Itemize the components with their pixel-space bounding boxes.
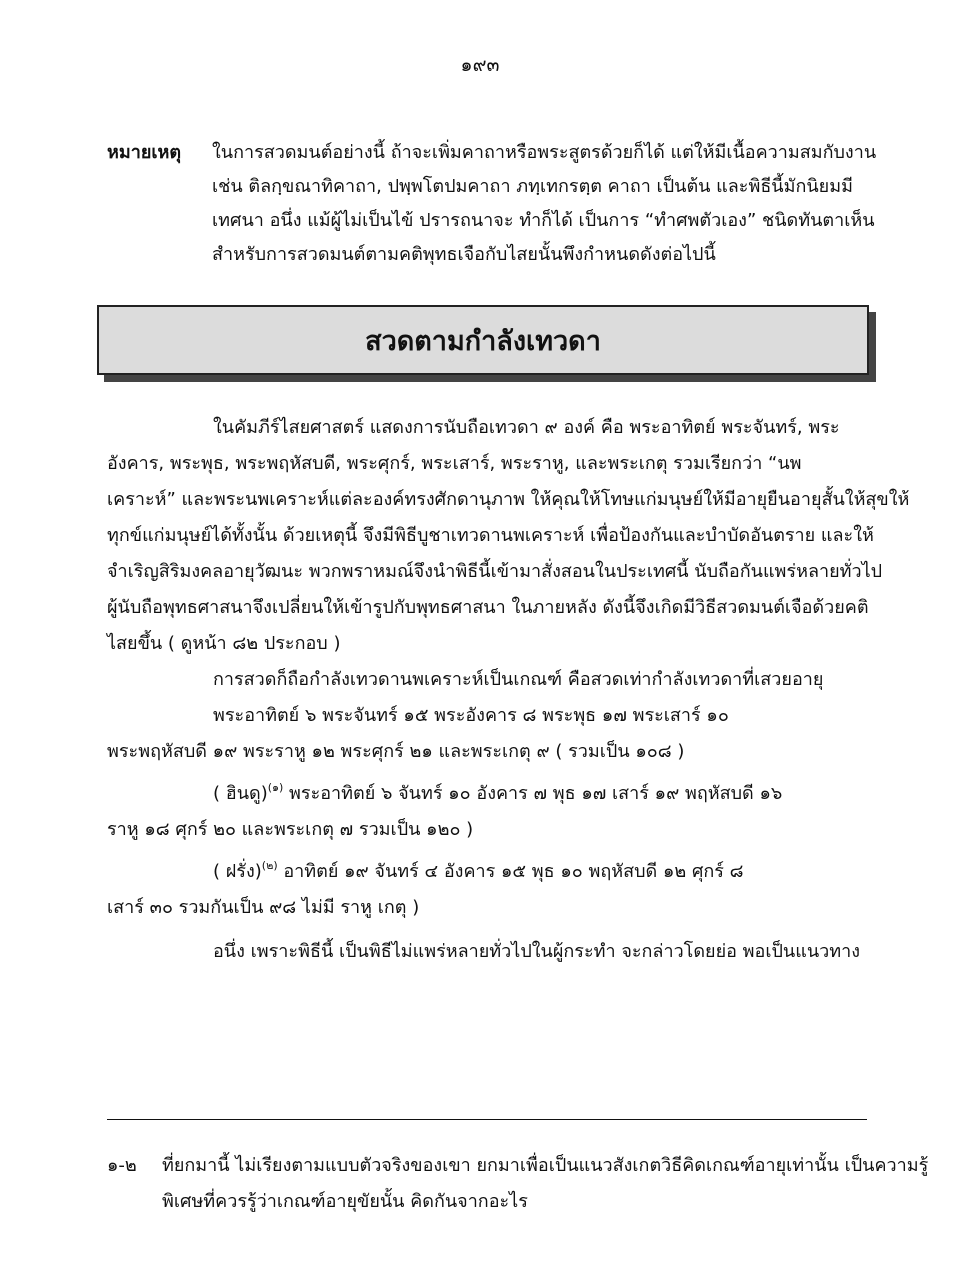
body-line: ไสยขึ้น ( ดูหน้า ๘๒ ประกอบ ) (107, 633, 341, 654)
body-line: เคราะห์” และพระนพเคราะห์แต่ละองค์ทรงศักดานุภาพ ให้คุณให้โทษแก่มนุษย์ให้มีอายุยืนอายุสั้นให้สุขให้ (107, 489, 910, 510)
note-label: หมายเหตุ (107, 142, 182, 163)
body-line: จำเริญสิริมงคลอายุวัฒนะ พวกพราหมณ์จึงนำพิธีนี้เข้ามาสั่งสอนในประเทศนี้ นับถือกันแพร่หลายทั่วไป (107, 561, 883, 582)
body-line: เสาร์ ๓๐ รวมกันเป็น ๙๘ ไม่มี ราหู เกตุ ) (107, 897, 420, 918)
body-line: อนึ่ง เพราะพิธีนี้ เป็นพิธีไม่แพร่หลายทั่วไปในผู้กระทำ จะกล่าวโดยย่อ พอเป็นแนวทาง (213, 941, 860, 962)
note-line: สำหรับการสวดมนต์ตามคติพุทธเจือกับไสยนั้นพึงกำหนดดังต่อไปนี้ (212, 244, 716, 265)
footnote-line: พิเศษที่ควรรู้ว่าเกณฑ์อายุขัยนั้น คิดกันจากอะไร (162, 1191, 528, 1212)
western-values: อาทิตย์ ๑๙ จันทร์ ๔ อังคาร ๑๕ พุธ ๑๐ พฤหัสบดี ๑๒ ศุกร์ ๘ (277, 861, 744, 882)
body-line-western (107, 848, 877, 890)
footnote-mark-2: (๒) (261, 859, 278, 872)
body-line: ผู้นับถือพุทธศาสนาจึงเปลี่ยนให้เข้ารูปกับพุทธศาสนา ในภายหลัง ดังนี้จึงเกิดมีวิธีสวดมนต์เจือด้วยคติ (107, 597, 869, 618)
body-line: พระอาทิตย์ ๖ พระจันทร์ ๑๕ พระอังคาร ๘ พระพุธ ๑๗ พระเสาร์ ๑๐ (213, 705, 729, 726)
body-line: ในคัมภีร์ไสยศาสตร์ แสดงการนับถือเทวดา ๙ องค์ คือ พระอาทิตย์ พระจันทร์, พระ (213, 417, 840, 438)
footnote-number: ๑-๒ (107, 1155, 137, 1176)
footnote-text (162, 1148, 929, 1220)
western-label: ( ฝรั่ง) (213, 861, 262, 882)
footnote-divider (107, 1119, 867, 1120)
body-line: ทุกข์แก่มนุษย์ได้ทั้งนั้น ด้วยเหตุนี้ จึงมีพิธีบูชาเทวดานพเคราะห์ เพื่อป้องกันและบำบัดอันตราย และให้ (107, 525, 874, 546)
page-number: ๑๙๓ (460, 54, 500, 76)
footnote-mark-1: (๑) (267, 781, 284, 794)
note-line: เทศนา อนึ่ง แม้ผู้ไม่เป็นไข้ ปรารถนาจะ ทำก็ได้ เป็นการ “ทำศพตัวเอง” ชนิดทันตาเห็น (212, 210, 875, 231)
body-text (107, 410, 910, 970)
footnote-line: ที่ยกมานี้ ไม่เรียงตามแบบตัวจริงของเขา ยกมาเพื่อเป็นแนวสังเกตวิธีคิดเกณฑ์อายุเท่านั้น เป็นความรู้ (162, 1155, 929, 1176)
hindu-values: พระอาทิตย์ ๖ จันทร์ ๑๐ อังคาร ๗ พุธ ๑๗ เสาร์ ๑๙ พฤหัสบดี ๑๖ (283, 783, 783, 804)
body-line-hindu (107, 770, 877, 812)
section-title-box (97, 305, 869, 375)
body-line: อังคาร, พระพุธ, พระพฤหัสบดี, พระศุกร์, พระเสาร์, พระราหู, และพระเกตุ รวมเรียกว่า “นพ (107, 453, 802, 474)
hindu-label: ( ฮินดู) (213, 783, 268, 804)
note-line: เช่น ติลกฺขณาทิคาถา, ปพฺพโตปมคาถา ภทฺเทกรตฺต คาถา เป็นต้น และพิธีนี้มักนิยมมี (212, 176, 853, 197)
body-line: ราหู ๑๘ ศุกร์ ๒๐ และพระเกตุ ๗ รวมเป็น ๑๒๐ ) (107, 819, 474, 840)
section-title: สวดตามกำลังเทวดา (365, 325, 601, 357)
note-line: ในการสวดมนต์อย่างนี้ ถ้าจะเพิ่มคาถาหรือพระสูตรด้วยก็ได้ แต่ให้มีเนื้อความสมกับงาน (212, 142, 877, 163)
body-line: พระพฤหัสบดี ๑๙ พระราหู ๑๒ พระศุกร์ ๒๑ และพระเกตุ ๙ ( รวมเป็น ๑๐๘ ) (107, 741, 685, 762)
body-line: การสวดก็ถือกำลังเทวดานพเคราะห์เป็นเกณฑ์ คือสวดเท่ากำลังเทวดาที่เสวยอายุ (213, 669, 824, 690)
note-body (212, 136, 907, 272)
